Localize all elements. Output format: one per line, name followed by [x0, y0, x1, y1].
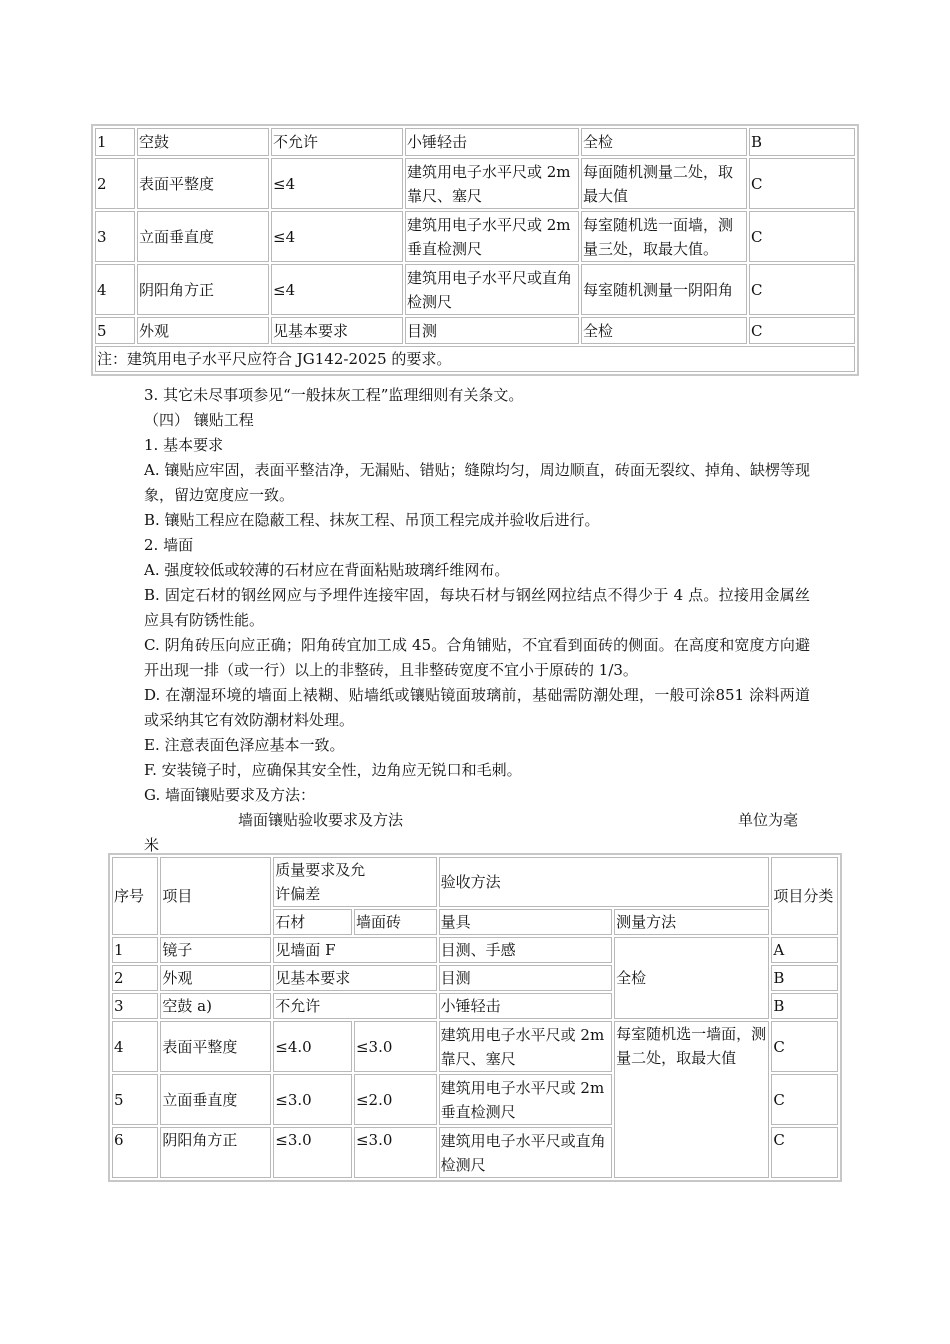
- cell-item: 空鼓 a): [160, 993, 271, 1019]
- header-tile: 墙面砖: [354, 909, 437, 935]
- cell-no: 4: [112, 1021, 158, 1072]
- paragraph: G. 墙面镶贴要求及方法：: [144, 786, 315, 804]
- cell-no: 1: [95, 128, 135, 156]
- cell-item: 镜子: [160, 937, 271, 963]
- cell-method: 每室随机选一面墙，测量三处，取最大值。: [581, 211, 747, 262]
- cell-method: 全检: [581, 317, 747, 344]
- cell-class: C: [749, 264, 855, 315]
- header-method: 测量方法: [614, 909, 769, 935]
- paragraph: B. 镶贴工程应在隐蔽工程、抹灰工程、吊顶工程完成并验收后进行。: [144, 511, 600, 529]
- cell-no: 6: [112, 1127, 158, 1178]
- cell-method: 每室随机测量一阴阳角: [581, 264, 747, 315]
- cell-item: 外观: [160, 965, 271, 991]
- table-tiling-acceptance: [108, 853, 842, 1182]
- cell-tool: 小锤轻击: [405, 128, 579, 156]
- cell-item: 外观: [137, 317, 269, 344]
- cell-no: 3: [95, 211, 135, 262]
- paragraph: E. 注意表面色泽应基本一致。: [144, 736, 345, 754]
- cell-tile: ≤3.0: [354, 1021, 437, 1072]
- cell-tool: 建筑用电子水平尺或 2m垂直检测尺: [405, 211, 579, 262]
- cell-class: C: [771, 1074, 838, 1125]
- cell-tool: 小锤轻击: [439, 993, 612, 1019]
- cell-item: 阴阳角方正: [137, 264, 269, 315]
- table-row: [95, 211, 855, 262]
- cell-item: 表面平整度: [160, 1021, 271, 1072]
- cell-method-full: 全检: [614, 937, 769, 1019]
- cell-item: 阴阳角方正: [160, 1127, 271, 1178]
- table-row: [112, 937, 838, 963]
- cell-tool: 目测: [405, 317, 579, 344]
- cell-no: 2: [95, 158, 135, 209]
- cell-class: B: [771, 993, 838, 1019]
- cell-item: 立面垂直度: [160, 1074, 271, 1125]
- header-accept-method: 验收方法: [439, 857, 770, 907]
- paragraph: F. 安装镜子时，应确保其安全性，边角应无锐口和毛刺。: [144, 761, 522, 779]
- table-caption: 墙面镶贴验收要求及方法: [238, 811, 404, 829]
- cell-item: 表面平整度: [137, 158, 269, 209]
- cell-class: C: [771, 1127, 838, 1178]
- cell-tool: 建筑用电子水平尺或 2m靠尺、塞尺: [405, 158, 579, 209]
- cell-requirement: 不允许: [271, 128, 403, 156]
- cell-stone: ≤4.0: [273, 1021, 352, 1072]
- paragraph: A. 强度较低或较薄的石材应在背面粘贴玻璃纤维网布。: [144, 561, 510, 579]
- cell-no: 5: [112, 1074, 158, 1125]
- cell-tool: 目测: [439, 965, 612, 991]
- table-note-row: [95, 346, 855, 372]
- cell-no: 4: [95, 264, 135, 315]
- cell-no: 3: [112, 993, 158, 1019]
- header-no: 序号: [112, 857, 158, 935]
- cell-requirement: 见墙面 F: [273, 937, 436, 963]
- table-header-row: [112, 857, 838, 907]
- header-quality: 质量要求及允许偏差: [273, 857, 436, 907]
- table-row: [95, 317, 855, 344]
- unit-label: 单位为毫: [738, 811, 799, 829]
- paragraph: 3. 其它未尽事项参见“一般抹灰工程”监理细则有关条文。: [144, 386, 524, 404]
- cell-tool: 建筑用电子水平尺或直角检测尺: [439, 1127, 612, 1178]
- cell-item: 空鼓: [137, 128, 269, 156]
- cell-class: B: [749, 128, 855, 156]
- cell-requirement: ≤4: [271, 264, 403, 315]
- header-tool: 量具: [439, 909, 612, 935]
- table-row: [112, 1021, 838, 1072]
- table-row: [95, 128, 855, 156]
- cell-no: 2: [112, 965, 158, 991]
- cell-class: C: [749, 158, 855, 209]
- cell-stone: ≤3.0: [273, 1127, 352, 1178]
- unit-label-continued: 米: [144, 836, 160, 854]
- header-stone: 石材: [273, 909, 352, 935]
- cell-tool: 建筑用电子水平尺或直角检测尺: [405, 264, 579, 315]
- cell-requirement: ≤4: [271, 158, 403, 209]
- header-class: 项目分类: [771, 857, 838, 935]
- cell-no: 5: [95, 317, 135, 344]
- cell-requirement: ≤4: [271, 211, 403, 262]
- cell-item: 立面垂直度: [137, 211, 269, 262]
- table-row: [95, 264, 855, 315]
- paragraph: A. 镶贴应牢固，表面平整洁净，无漏贴、错贴；缝隙均匀，周边顺直，砖面无裂纹、掉角、缺楞等现象，留边宽度应一致。: [144, 461, 810, 504]
- table-row: [95, 158, 855, 209]
- paragraph: B. 固定石材的钢丝网应与予埋件连接牢固，每块石材与钢丝网拉结点不得少于 4 点。拉接用金属丝应具有防锈性能。: [144, 586, 810, 629]
- cell-requirement: 见基本要求: [271, 317, 403, 344]
- cell-no: 1: [112, 937, 158, 963]
- cell-class: C: [749, 211, 855, 262]
- table-plaster-acceptance: [91, 124, 859, 376]
- cell-tool: 目测、手感: [439, 937, 612, 963]
- subheading: 1. 基本要求: [144, 436, 224, 454]
- section-heading: （四） 镶贴工程: [144, 411, 254, 429]
- cell-method: 全检: [581, 128, 747, 156]
- cell-method: 每面随机测量二处，取最大值: [581, 158, 747, 209]
- paragraph: D. 在潮湿环境的墙面上裱糊、贴墙纸或镶贴镜面玻璃前，基础需防潮处理，一般可涂851 涂料两道或采纳其它有效防潮材料处理。: [144, 686, 810, 729]
- cell-requirement: 见基本要求: [273, 965, 436, 991]
- cell-class: C: [749, 317, 855, 344]
- cell-tool: 建筑用电子水平尺或 2m垂直检测尺: [439, 1074, 612, 1125]
- cell-tile: ≤2.0: [354, 1074, 437, 1125]
- table-note: 注：建筑用电子水平尺应符合 JG142-2025 的要求。: [95, 346, 855, 372]
- cell-stone: ≤3.0: [273, 1074, 352, 1125]
- cell-class: C: [771, 1021, 838, 1072]
- cell-tile: ≤3.0: [354, 1127, 437, 1178]
- cell-requirement: 不允许: [273, 993, 436, 1019]
- cell-tool: 建筑用电子水平尺或 2m靠尺、塞尺: [439, 1021, 612, 1072]
- header-item: 项目: [160, 857, 271, 935]
- cell-class: A: [771, 937, 838, 963]
- cell-method-random: 每室随机选一墙面，测量二处，取最大值: [614, 1021, 769, 1178]
- paragraph: C. 阴角砖压向应正确；阳角砖宜加工成 45。合角铺贴，不宜看到面砖的侧面。在高度和宽度方向避开出现一排（或一行）以上的非整砖，且非整砖宽度不宜小于原砖的 1/3。: [144, 636, 810, 679]
- cell-class: B: [771, 965, 838, 991]
- subheading: 2. 墙面: [144, 536, 194, 554]
